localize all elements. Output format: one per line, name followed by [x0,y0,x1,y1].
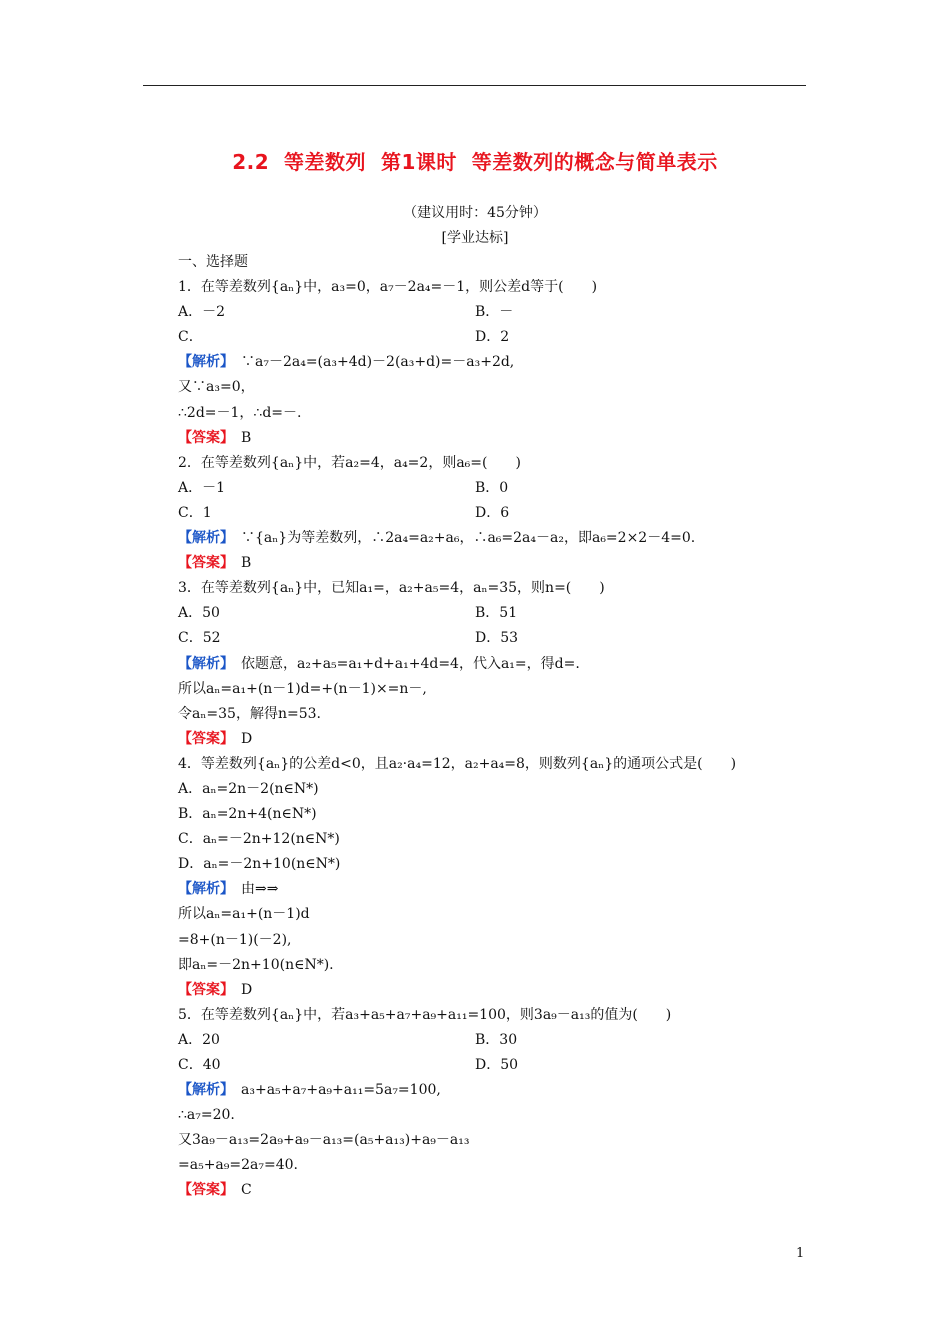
q3-analysis-text: 依题意，a₂+a₅=a₁+d+a₁+4d=4，代入a₁=，得d=. [227,655,580,672]
q5-answer-text: C [227,1182,252,1199]
q1-answer-text: B [227,429,252,446]
q1-option-a: A．－2 [178,304,226,321]
answer-tag: 【答案】 [178,730,227,747]
q2-option-a: A．－1 [178,479,226,496]
q2-options-cd [178,501,818,526]
q2-options-ab [178,476,818,501]
q1-options-ab [178,300,818,325]
q2-option-b: B．0 [475,479,509,496]
q3-option-d: D．53 [475,630,519,647]
q4-analysis [178,877,818,902]
page-title: 2.2 等差数列 第1课时 等差数列的概念与简单表示 [232,150,718,174]
q5-analysis [178,1078,818,1103]
q2-stem: 2．在等差数列{aₙ}中，若a₂=4，a₄=2，则a₆=( ) [178,454,521,471]
q3-option-c: C．52 [178,630,221,647]
q4-option-c: C．aₙ=－2n+12(n∈N*) [178,831,340,848]
analysis-tag: 【解析】 [178,1082,227,1099]
q3-options-cd [178,626,818,651]
q1-analysis-line2: 又∵a₃=0， [178,379,255,396]
q2-analysis [178,526,818,551]
q5-option-c: C．40 [178,1057,221,1073]
q4-option-b: B．aₙ=2n+4(n∈N*) [178,806,317,823]
q3-analysis [178,652,818,677]
q3-option-a: A．50 [178,605,220,622]
question-list [178,250,818,1204]
q4-option-d: D．aₙ=－2n+10(n∈N*) [178,856,341,873]
q1-stem: 1．在等差数列{aₙ}中，a₃=0，a₇－2a₄=－1，则公差d等于( ) [178,279,598,296]
q5-option-a: A．20 [178,1031,220,1048]
q5-analysis-line3: 又3a₉－a₁₃=2a₉+a₉－a₁₃=(a₅+a₁₃)+a₉－a₁₃ [178,1132,470,1149]
analysis-tag: 【解析】 [178,881,227,898]
q4-option-a: A．aₙ=2n－2(n∈N*) [178,780,319,797]
q5-option-d: D．50 [475,1057,519,1073]
q3-stem: 3．在等差数列{aₙ}中，已知a₁=，a₂+a₅=4，aₙ=35，则n=( ) [178,580,605,597]
page-number: 1 [796,1246,805,1261]
answer-tag: 【答案】 [178,1182,227,1199]
section-heading: 一、选择题 [178,254,248,270]
q1-option-c: C． [178,329,203,346]
q5-analysis-line4: =a₅+a₉=2a₇=40. [178,1157,298,1174]
q1-analysis-line3: ∴2d=－1，∴d=－. [178,404,302,421]
q2-option-c: C．1 [178,504,212,521]
q3-answer-text: D [227,730,253,747]
q3-analysis-line2: 所以aₙ=a₁+(n－1)d=+(n－1)×=n－, [178,680,427,697]
q1-option-b: B．－ [475,304,514,321]
q1-option-d: D．2 [475,329,510,346]
q5-options-cd [178,1053,818,1078]
q3-analysis-line3: 令aₙ=35，解得n=53. [178,705,321,722]
q5-options-ab [178,1028,818,1053]
q4-analysis-line2: 所以aₙ=a₁+(n－1)d [178,906,310,923]
q1-analysis [178,350,818,375]
q1-options-cd [178,325,818,350]
q2-analysis-text: ∵{aₙ}为等差数列，∴2a₄=a₂+a₆，∴a₆=2a₄－a₂，即a₆=2×2－4=0. [227,530,696,547]
analysis-tag: 【解析】 [178,354,227,371]
answer-tag: 【答案】 [178,981,227,998]
q2-option-d: D．6 [475,504,510,521]
answer-tag: 【答案】 [178,555,227,572]
q5-stem: 5．在等差数列{aₙ}中，若a₃+a₅+a₇+a₉+a₁₁=100，则3a₉－a₁₃的值为( ) [178,1006,672,1023]
q2-answer [178,551,818,576]
level-label: [学业达标] [441,230,509,246]
q2-answer-text: B [227,555,252,572]
q4-analysis-text: 由⇒⇒ [227,881,279,898]
q4-answer-text: D [227,981,253,998]
q1-analysis-text: ∵a₇－2a₄=(a₃+4d)－2(a₃+d)=－a₃+2d, [227,354,515,371]
q4-answer [178,978,818,1003]
q5-analysis-text: a₃+a₅+a₇+a₉+a₁₁=5a₇=100, [227,1082,441,1099]
q1-answer [178,426,818,451]
q5-answer [178,1178,818,1203]
q3-option-b: B．51 [475,605,518,622]
answer-tag: 【答案】 [178,429,227,446]
q4-analysis-line3: =8+(n－1)(－2), [178,931,292,948]
analysis-tag: 【解析】 [178,530,227,547]
q3-options-ab [178,601,818,626]
q5-option-b: B．30 [475,1031,518,1048]
q3-answer [178,727,818,752]
header-rule [143,85,806,86]
q4-analysis-line4: 即aₙ=－2n+10(n∈N*). [178,956,334,973]
time-hint: （建议用时：45分钟） [403,205,547,221]
q5-analysis-line2: ∴a₇=20. [178,1107,235,1124]
analysis-tag: 【解析】 [178,655,227,672]
q4-stem: 4．等差数列{aₙ}的公差d<0，且a₂·a₄=12，a₂+a₄=8，则数列{aₙ}的通项公式是( ) [178,755,737,772]
